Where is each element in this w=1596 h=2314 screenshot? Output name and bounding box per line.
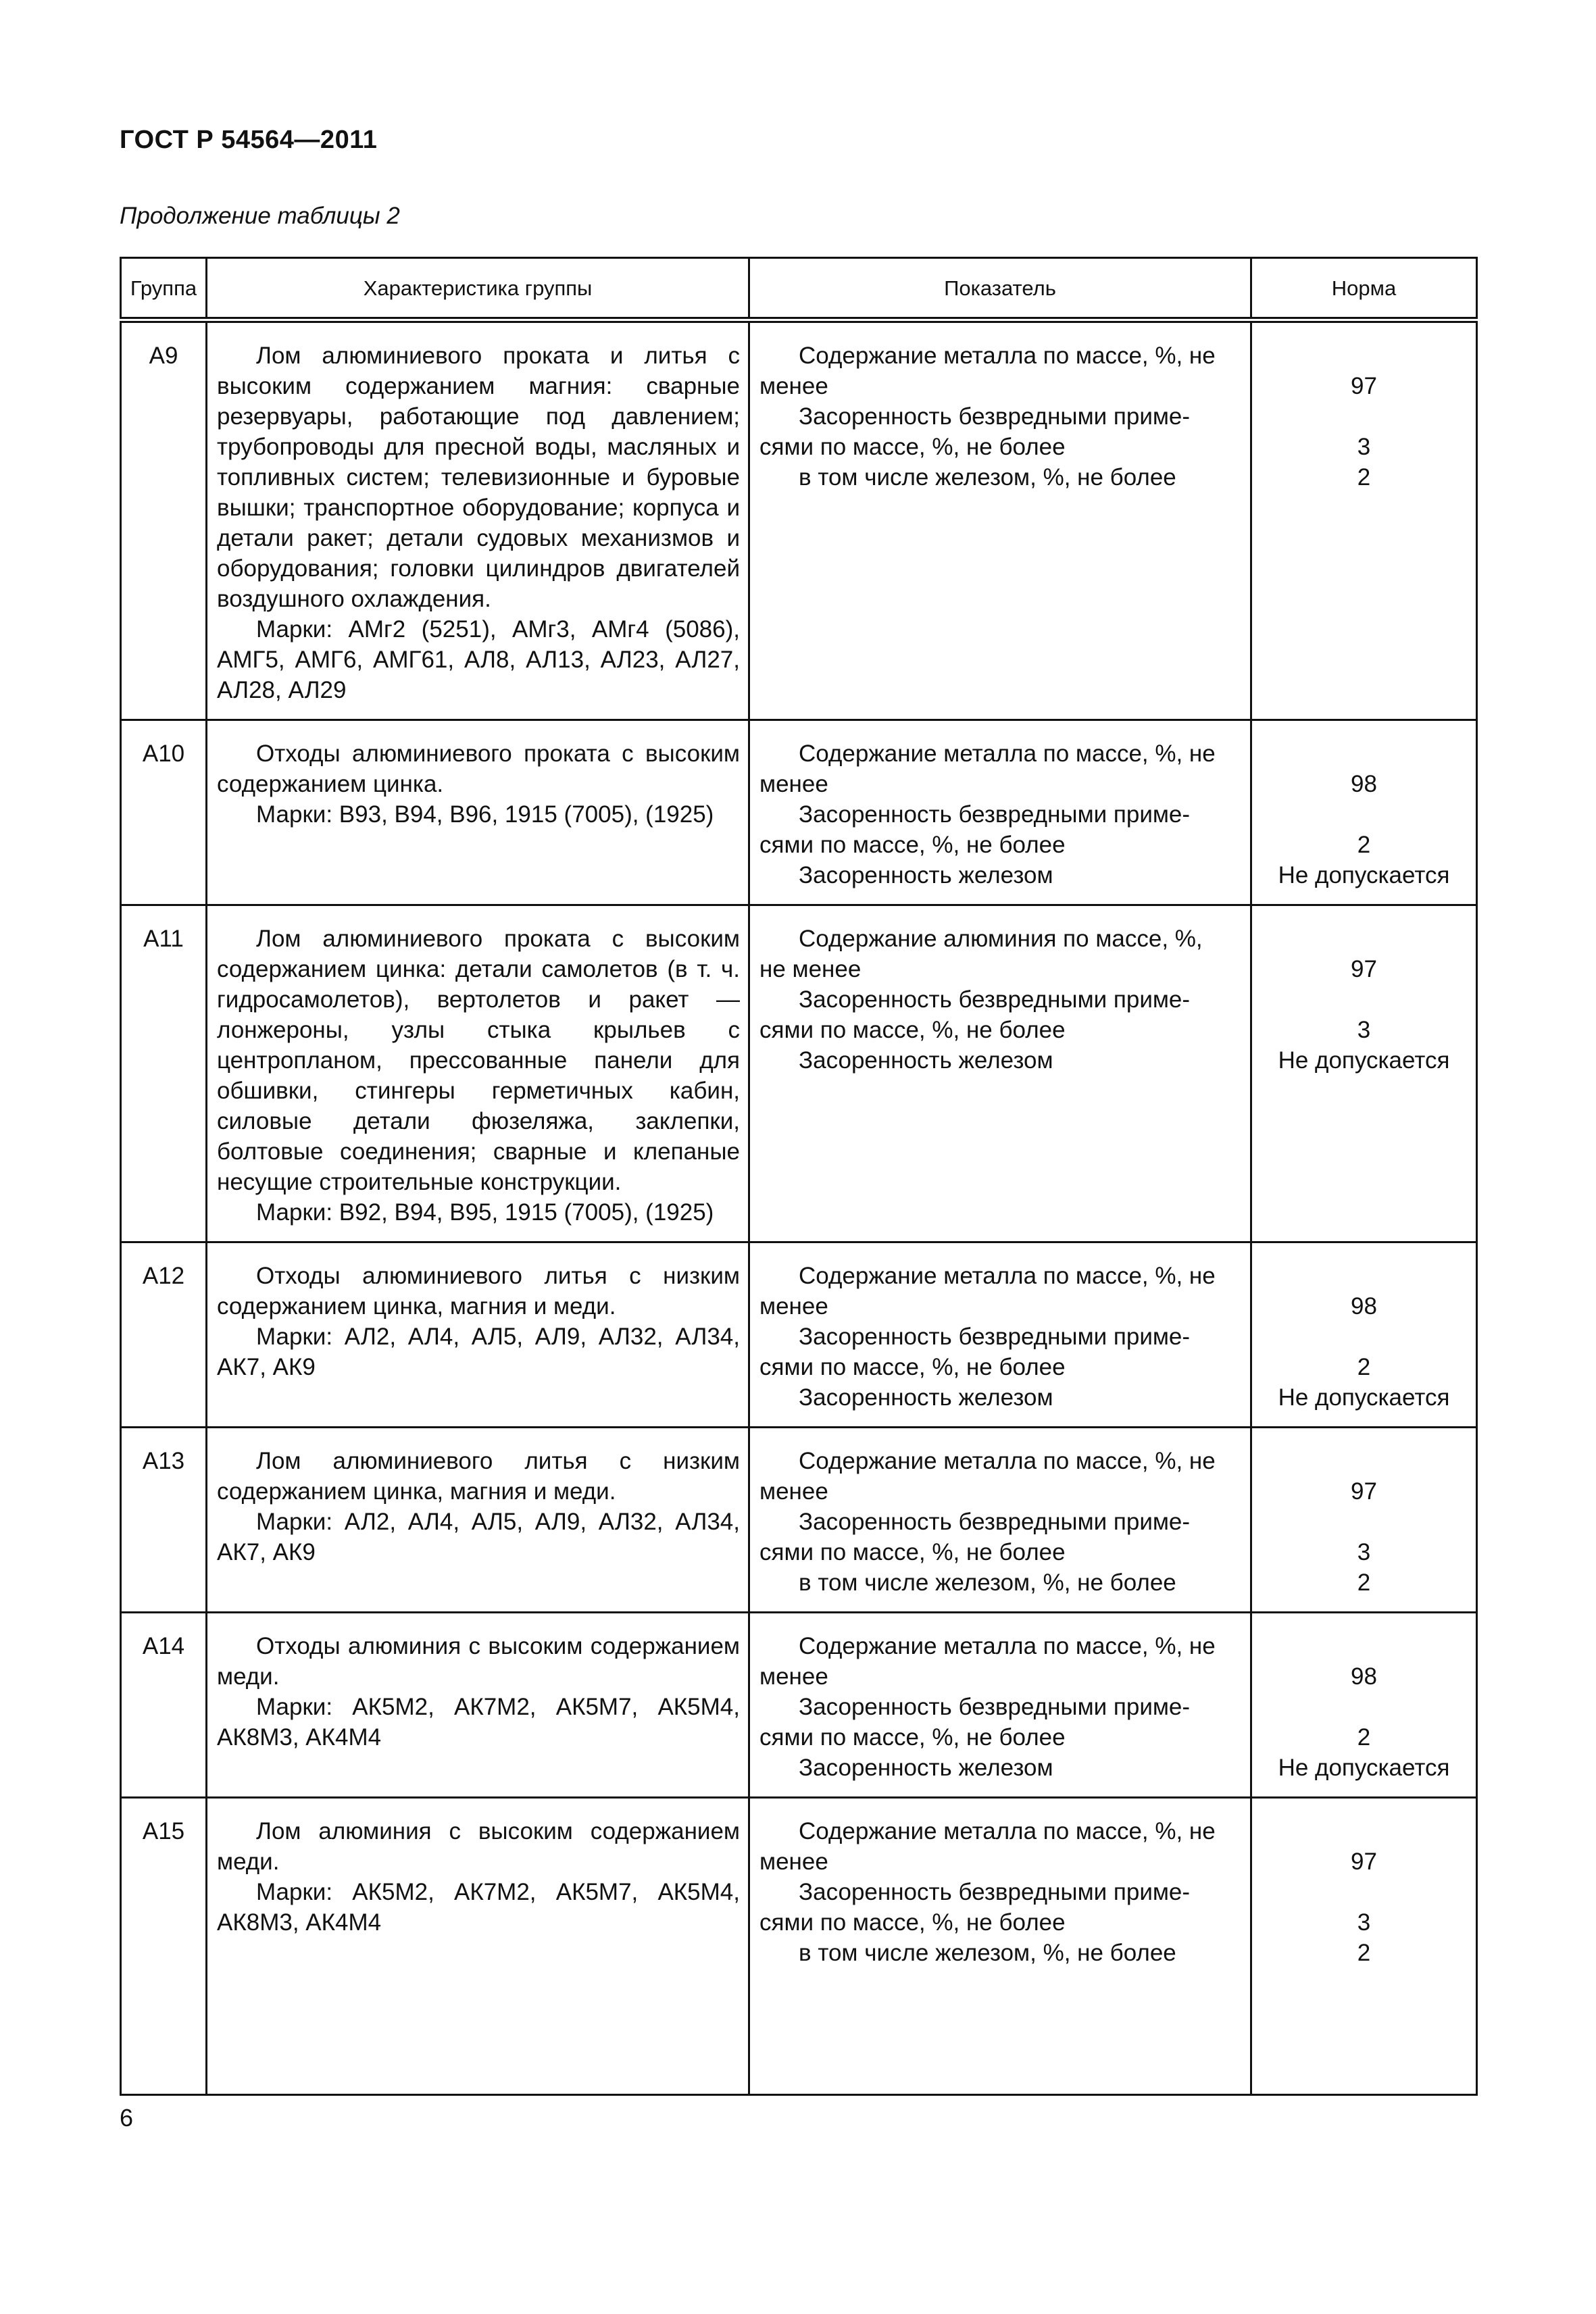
indicator-line: менее <box>759 1293 828 1319</box>
norm-value: 3 <box>1357 1017 1371 1043</box>
group-code-cell: А15 <box>121 1798 207 2095</box>
group-characteristic-cell <box>207 1242 749 1428</box>
indicator-line: Содержание алюминия по массе, %, <box>799 926 1203 952</box>
indicator-line: Содержание металла по массе, %, не <box>799 343 1216 369</box>
requirements-table <box>120 257 1478 2096</box>
norm-cell <box>1251 1242 1477 1428</box>
characteristic-text: Лом алюминиевого проката с высоким содержанием цинка: детали самолетов (в т. ч. гидросамолетов), вертолетов и ракет — лонжероны, узлы стыка крыльев с центропланом, прессованные панели для обшивки, стингеры герметичных кабин, силовые детали фюзеляжа, заклепки, болтовые соединения; сварные и клепаные несущие строительные конструкции. <box>217 926 740 1195</box>
group-characteristic-cell <box>207 720 749 905</box>
norm-cell <box>1251 1428 1477 1613</box>
norm-cell <box>1251 1613 1477 1798</box>
indicator-line: сями по массе, %, не более <box>759 1354 1066 1380</box>
norm-value: 97 <box>1351 1848 1377 1875</box>
norm-value <box>1255 1631 1473 1661</box>
indicator-line: Засоренность железом <box>799 862 1053 888</box>
indicator-line: менее <box>759 373 828 399</box>
norm-cell <box>1251 320 1477 720</box>
norm-value <box>1255 1507 1473 1537</box>
indicator-line: Засоренность безвредными приме- <box>799 801 1191 828</box>
norm-value <box>1255 1322 1473 1352</box>
indicator-line: в том числе железом, %, не более <box>799 464 1176 491</box>
indicator-cell <box>749 320 1251 720</box>
indicator-line: сями по массе, %, не более <box>759 434 1066 460</box>
grades-text: Марки: АЛ2, АЛ4, АЛ5, АЛ9, АЛ32, АЛ34, АК7, АК9 <box>217 1324 740 1380</box>
characteristic-text: Лом алюминиевого литья с низким содержанием цинка, магния и меди. <box>217 1448 740 1505</box>
norm-value: 3 <box>1357 1909 1371 1936</box>
indicator-line: сями по массе, %, не более <box>759 1909 1066 1936</box>
norm-value: 3 <box>1357 1539 1371 1565</box>
norm-value: 2 <box>1357 1940 1371 1966</box>
indicator-cell <box>749 905 1251 1242</box>
norm-value: 3 <box>1357 434 1371 460</box>
indicator-line: менее <box>759 1663 828 1690</box>
indicator-line: сями по массе, %, не более <box>759 1539 1066 1565</box>
indicator-line: сями по массе, %, не более <box>759 1017 1066 1043</box>
indicator-line: не менее <box>759 956 862 982</box>
characteristic-text: Лом алюминиевого проката и литья с высоким содержанием магния: сварные резервуары, работающие под давлением; трубопроводы для пресной воды, масляных и топливных систем; телевизионные и буровые вышки; транспортное оборудование; корпуса и детали ракет; детали судовых механизмов и оборудования; головки цилиндров двигателей воздушного охлаждения. <box>217 343 740 612</box>
group-code-cell: А10 <box>121 720 207 905</box>
group-characteristic-cell <box>207 1613 749 1798</box>
indicator-cell <box>749 1798 1251 2095</box>
characteristic-text: Отходы алюминиевого проката с высоким содержанием цинка. <box>217 740 740 797</box>
norm-value <box>1255 1877 1473 1907</box>
indicator-line: Засоренность безвредными приме- <box>799 1509 1191 1535</box>
table-row <box>121 1242 1477 1428</box>
group-code-cell: А13 <box>121 1428 207 1613</box>
indicator-line: менее <box>759 1478 828 1505</box>
table-row <box>121 320 1477 720</box>
group-characteristic-cell <box>207 1428 749 1613</box>
norm-cell <box>1251 1798 1477 2095</box>
indicator-line: в том числе железом, %, не более <box>799 1569 1176 1596</box>
grades-text: Марки: АМг2 (5251), АМг3, АМг4 (5086), АМГ5, АМГ6, АМГ61, АЛ8, АЛ13, АЛ23, АЛ27, АЛ28, АЛ29 <box>217 616 740 703</box>
group-code-cell: А11 <box>121 905 207 1242</box>
norm-value: 98 <box>1351 771 1377 797</box>
indicator-line: Содержание металла по массе, %, не <box>799 1263 1216 1289</box>
group-code-cell: А9 <box>121 320 207 720</box>
document-code: ГОСТ Р 54564—2011 <box>120 126 378 154</box>
norm-value: 97 <box>1351 956 1377 982</box>
grades-text: Марки: АК5М2, АК7М2, АК5М7, АК5М4, АК8М3, АК4М4 <box>217 1879 740 1936</box>
norm-value: 2 <box>1357 832 1371 858</box>
norm-value: 98 <box>1351 1663 1377 1690</box>
norm-value <box>1255 1446 1473 1476</box>
norm-cell <box>1251 720 1477 905</box>
indicator-line: менее <box>759 1848 828 1875</box>
indicator-cell <box>749 1428 1251 1613</box>
norm-value: 2 <box>1357 1569 1371 1596</box>
column-header-indicator: Показатель <box>749 258 1251 320</box>
grades-text: Марки: АЛ2, АЛ4, АЛ5, АЛ9, АЛ32, АЛ34, АК7, АК9 <box>217 1509 740 1565</box>
indicator-cell <box>749 720 1251 905</box>
indicator-line: Засоренность железом <box>799 1384 1053 1411</box>
indicator-line: Содержание металла по массе, %, не <box>799 1818 1216 1844</box>
indicator-line: Содержание металла по массе, %, не <box>799 740 1216 767</box>
column-header-norm: Норма <box>1251 258 1477 320</box>
indicator-line: Засоренность безвредными приме- <box>799 1324 1191 1350</box>
indicator-line: Засоренность безвредными приме- <box>799 986 1191 1013</box>
group-characteristic-cell <box>207 1798 749 2095</box>
indicator-line: Засоренность безвредными приме- <box>799 1879 1191 1905</box>
norm-value: Не допускается <box>1278 1755 1450 1781</box>
norm-cell <box>1251 905 1477 1242</box>
group-code-cell: А12 <box>121 1242 207 1428</box>
indicator-line: менее <box>759 771 828 797</box>
norm-value: 2 <box>1357 1354 1371 1380</box>
table-caption: Продолжение таблицы 2 <box>120 203 400 229</box>
norm-value: 97 <box>1351 1478 1377 1505</box>
column-header-group: Группа <box>121 258 207 320</box>
indicator-line: Засоренность безвредными приме- <box>799 1694 1191 1720</box>
indicator-line: в том числе железом, %, не более <box>799 1940 1176 1966</box>
table-body <box>121 320 1477 2095</box>
norm-value: 98 <box>1351 1293 1377 1319</box>
group-code-cell: А14 <box>121 1613 207 1798</box>
characteristic-text: Отходы алюминиевого литья с низким содержанием цинка, магния и меди. <box>217 1263 740 1319</box>
norm-value: Не допускается <box>1278 1047 1450 1074</box>
grades-text: Марки: В92, В94, В95, 1915 (7005), (1925) <box>256 1199 714 1226</box>
indicator-line: Засоренность безвредными приме- <box>799 403 1191 430</box>
group-characteristic-cell <box>207 320 749 720</box>
page-number: 6 <box>120 2104 134 2132</box>
norm-value: 97 <box>1351 373 1377 399</box>
indicator-line: Засоренность железом <box>799 1047 1053 1074</box>
table-header-row <box>121 258 1477 320</box>
table-row <box>121 1428 1477 1613</box>
norm-value: Не допускается <box>1278 862 1450 888</box>
norm-value: Не допускается <box>1278 1384 1450 1411</box>
table-row <box>121 720 1477 905</box>
indicator-cell <box>749 1242 1251 1428</box>
indicator-line: Содержание металла по массе, %, не <box>799 1633 1216 1659</box>
norm-value: 2 <box>1357 1724 1371 1751</box>
table-row <box>121 1798 1477 2095</box>
norm-value <box>1255 1692 1473 1722</box>
indicator-line: Содержание металла по массе, %, не <box>799 1448 1216 1474</box>
indicator-line: сями по массе, %, не более <box>759 1724 1066 1751</box>
characteristic-text: Лом алюминия с высоким содержанием меди. <box>217 1818 740 1875</box>
table-row <box>121 1613 1477 1798</box>
indicator-line: сями по массе, %, не более <box>759 832 1066 858</box>
table-row <box>121 905 1477 1242</box>
grades-text: Марки: В93, В94, В96, 1915 (7005), (1925) <box>256 801 714 828</box>
indicator-line: Засоренность железом <box>799 1755 1053 1781</box>
norm-value <box>1255 924 1473 954</box>
norm-value: 2 <box>1357 464 1371 491</box>
norm-value <box>1255 738 1473 769</box>
column-header-characteristic: Характеристика группы <box>207 258 749 320</box>
group-characteristic-cell <box>207 905 749 1242</box>
norm-value <box>1255 341 1473 371</box>
norm-value <box>1255 1261 1473 1291</box>
indicator-cell <box>749 1613 1251 1798</box>
norm-value <box>1255 984 1473 1015</box>
grades-text: Марки: АК5М2, АК7М2, АК5М7, АК5М4, АК8М3, АК4М4 <box>217 1694 740 1751</box>
characteristic-text: Отходы алюминия с высоким содержанием меди. <box>217 1633 740 1690</box>
norm-value <box>1255 1816 1473 1846</box>
norm-value <box>1255 401 1473 432</box>
norm-value <box>1255 799 1473 830</box>
